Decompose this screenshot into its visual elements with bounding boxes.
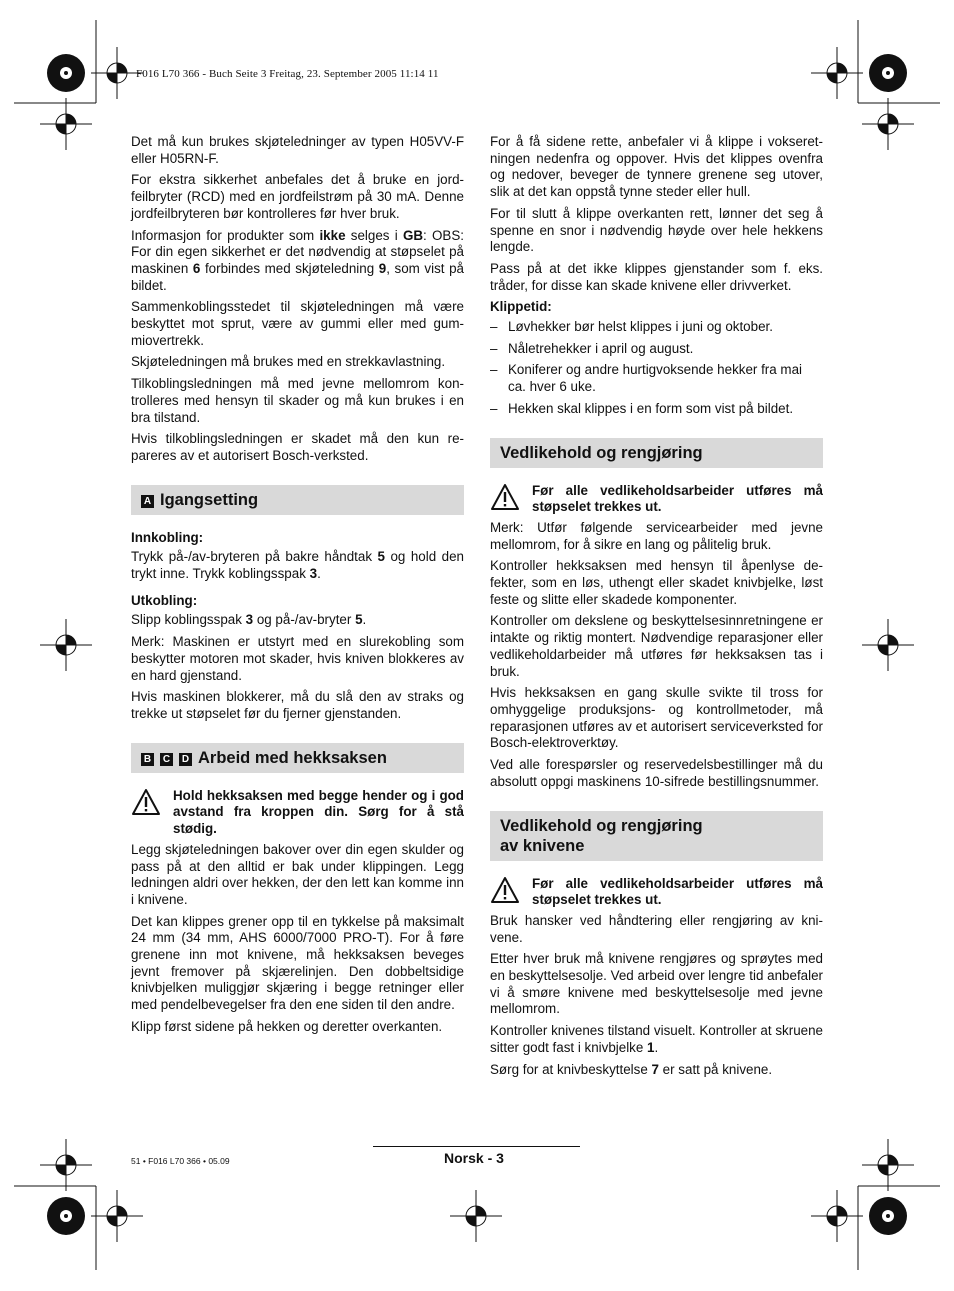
figure-badge: C — [160, 753, 173, 766]
registration-star-icon — [869, 1197, 907, 1235]
paragraph: Klipp først sidene på hekken og deretter overkanten. — [131, 1018, 443, 1034]
paragraph: Merk: Maskinen er utstyrt med en slurekobling som beskytter motoren mot skader, hvis kniven blokkeres av en hard gjenstand. — [131, 634, 464, 683]
paragraph: Trykk på-/av-bryteren på bakre håndtak 5 og hold den trykt inne. Trykk koblingsspak 3. — [131, 549, 465, 582]
warning-block — [490, 876, 823, 909]
left-column — [131, 134, 464, 1041]
registration-star-icon — [869, 54, 907, 92]
figure-badge: A — [141, 495, 154, 508]
section-heading-vedlikehold: Vedlikehold og rengjøring — [490, 438, 823, 468]
warning-block — [490, 483, 823, 516]
paragraph: Det kan klippes grener opp til en tykkelse på maksimalt 24 mm (34 mm, AHS 6000/7000 PRO-T). For å føre grenene inn mot knivene, må hekksaksen beveges jevnt fremover på skjærelinjen. Den dobbeltsidige knivbjelken muliggjør skjæring i begge retninger eller med pendelbevegelser fra den ene siden til den andre. — [131, 913, 464, 1013]
paragraph: Merk: Utfør følgende servicearbeider med jevne mellomrom, for å sikre en lang og pålitelig bruk. — [490, 519, 823, 552]
paragraph: For til slutt å klippe overkanten rett, lønner det seg å spenne en snor i nødvendig høyde over hele hekkens lengde. — [490, 205, 823, 255]
paragraph: Hvis hekksaksen en gang skulle svikte til tross for omhyggelige produksjons- og kontrollmetoder, må reparasjonen utføres av et autorisert serviceverksted for Bosch-elektroverktøy. — [490, 685, 823, 751]
paragraph: Kontroller om dekslene og beskyttelsesinnretningene er intakte og riktig montert. Nødvendige reparasjoner eller vedlikeholdarbeider må utføres før hekksaksen tas i bruk. — [490, 613, 823, 679]
section-heading-knivene: Vedlikehold og rengjøring av knivene — [490, 811, 823, 861]
warning-triangle-icon — [490, 483, 532, 516]
paragraph: Hvis maskinen blokkerer, må du slå den av straks og trekke ut støpselet før du fjerner gjenstanden. — [131, 689, 464, 721]
footer-code: 51 • F016 L70 366 • 05.09 — [131, 1156, 230, 1166]
print-slug: F016 L70 366 - Buch Seite 3 Freitag, 23. September 2005 11:14 11 — [136, 68, 439, 80]
paragraph: Ved alle forespørsler og reservedelsbestillinger må du absolutt oppgi maskinens 10-sifrede bestillingsnummer. — [490, 757, 823, 789]
paragraph: Hvis tilkoblingsledningen er skadet må den kun repareres av et autorisert Bosch-verksted. — [131, 431, 464, 463]
list-item: – Løvhekker bør helst klippes i juni og oktober. — [490, 319, 823, 336]
paragraph: Legg skjøteledningen bakover over din egen skulder og pass på at den alltid er bak under klippingen. Legg ledningen aldri over hekken, der den lett kan komme inn i knivene. — [131, 841, 464, 907]
crosshair-icon — [862, 619, 914, 671]
warning-block — [131, 788, 464, 838]
subheading: Innkobling: — [131, 529, 204, 545]
paragraph: Etter hver bruk må knivene rengjøres og sprøytes med en beskyttelsesolje. Ved arbeid over lengre tid anbefaler vi å smøre knivene med beskyttelsesolje med jevne mellomrom. — [490, 951, 823, 1017]
paragraph: Sørg for at knivbeskyttelse 7 er satt på knivene. — [490, 1061, 773, 1077]
crosshair-icon — [40, 619, 92, 671]
registration-star-icon — [47, 54, 85, 92]
warning-text: Før alle vedlikeholdsarbeider utføres må støpselet trekkes ut. — [532, 875, 823, 908]
paragraph: Kontroller knivenes tilstand visuelt. Kontroller at skruene sitter godt fast i knivbjelke 1. — [490, 1023, 823, 1055]
paragraph: Bruk hansker ved håndtering eller rengjøring av knivene. — [490, 912, 823, 945]
crosshair-icon — [450, 1190, 502, 1242]
klippetid-list — [490, 319, 823, 418]
paragraph: Kontroller hekksaksen med hensyn til åpenlyse defekter, som en løs, uthengt eller skadet knivbjelke, løst feste og slitte eller skadede komponenter. — [490, 558, 823, 607]
paragraph: Skjøteledningen må brukes med en strekkavlastning. — [131, 354, 446, 370]
footer-rule — [373, 1146, 580, 1147]
figure-badge: B — [141, 753, 154, 766]
crosshair-icon — [811, 47, 863, 99]
right-column — [490, 134, 823, 1083]
subheading: Klippetid: — [490, 299, 552, 315]
paragraph: Det må kun brukes skjøteledninger av typen H05VV-F eller H05RN-F. — [131, 134, 464, 166]
crosshair-icon — [40, 1139, 92, 1191]
list-item: – Hekken skal klippes i en form som vist på bildet. — [490, 401, 823, 418]
subheading: Utkobling: — [131, 592, 198, 608]
paragraph: For ekstra sikkerhet anbefales det å bruke en jordfeilbryter (RCD) med en jordfeilstrøm på 30 mA. Denne jordfeilbryteren bør kontrolleres før hver bruk. — [131, 172, 464, 221]
paragraph: Sammenkoblingsstedet til skjøteledningen må være beskyttet mot sprut, være av gummi eller med gummiovertrekk. — [131, 299, 464, 348]
registration-star-icon — [47, 1197, 85, 1235]
paragraph: Slipp koblingsspak 3 og på-/av-bryter 5. — [131, 612, 367, 628]
crosshair-icon — [862, 98, 914, 150]
section-heading-igangsetting: A Igangsetting — [131, 485, 464, 515]
paragraph: Informasjon for produkter som ikke selges i GB: OBS: For din egen sikkerhet er det nødvendig at støpselet på maskinen 6 forbindes med skjøteledning 9, som vist på bildet. — [131, 227, 464, 293]
warning-text: Hold hekksaksen med begge hender og i god avstand fra kroppen din. Sørg for å stå stødig. — [173, 787, 464, 837]
crosshair-icon — [40, 98, 92, 150]
section-heading-arbeid: B C D Arbeid med hekksaksen — [131, 743, 464, 773]
page-number: Norsk - 3 — [444, 1150, 504, 1166]
crosshair-icon — [91, 1190, 143, 1242]
paragraph: For å få sidene rette, anbefaler vi å klippe i vokseretningen nedenfra og oppover. Hvis det klippes ovenfra og nedover, beveger de tynnere grenene seg utover, slik at det kan oppstå tynne steder eller hull. — [490, 134, 823, 200]
crosshair-icon — [811, 1190, 863, 1242]
list-item: – Nåletrehekker i april og august. — [490, 341, 823, 358]
warning-text: Før alle vedlikeholdsarbeider utføres må støpselet trekkes ut. — [532, 482, 823, 515]
figure-badge: D — [179, 753, 192, 766]
list-item: – Koniferer og andre hurtigvoksende hekker fra mai ca. hver 6 uke. — [490, 362, 823, 395]
crosshair-icon — [862, 1139, 914, 1191]
warning-triangle-icon — [490, 876, 532, 909]
warning-triangle-icon — [131, 788, 173, 821]
paragraph: Tilkoblingsledningen må med jevne mellomrom kontrolleres med hensyn til skader og må kun brukes i en bra tilstand. — [131, 376, 464, 425]
paragraph: Pass på at det ikke klippes gjenstander som f. eks. tråder, for disse kan skade knivene eller drivverket. — [490, 260, 823, 293]
